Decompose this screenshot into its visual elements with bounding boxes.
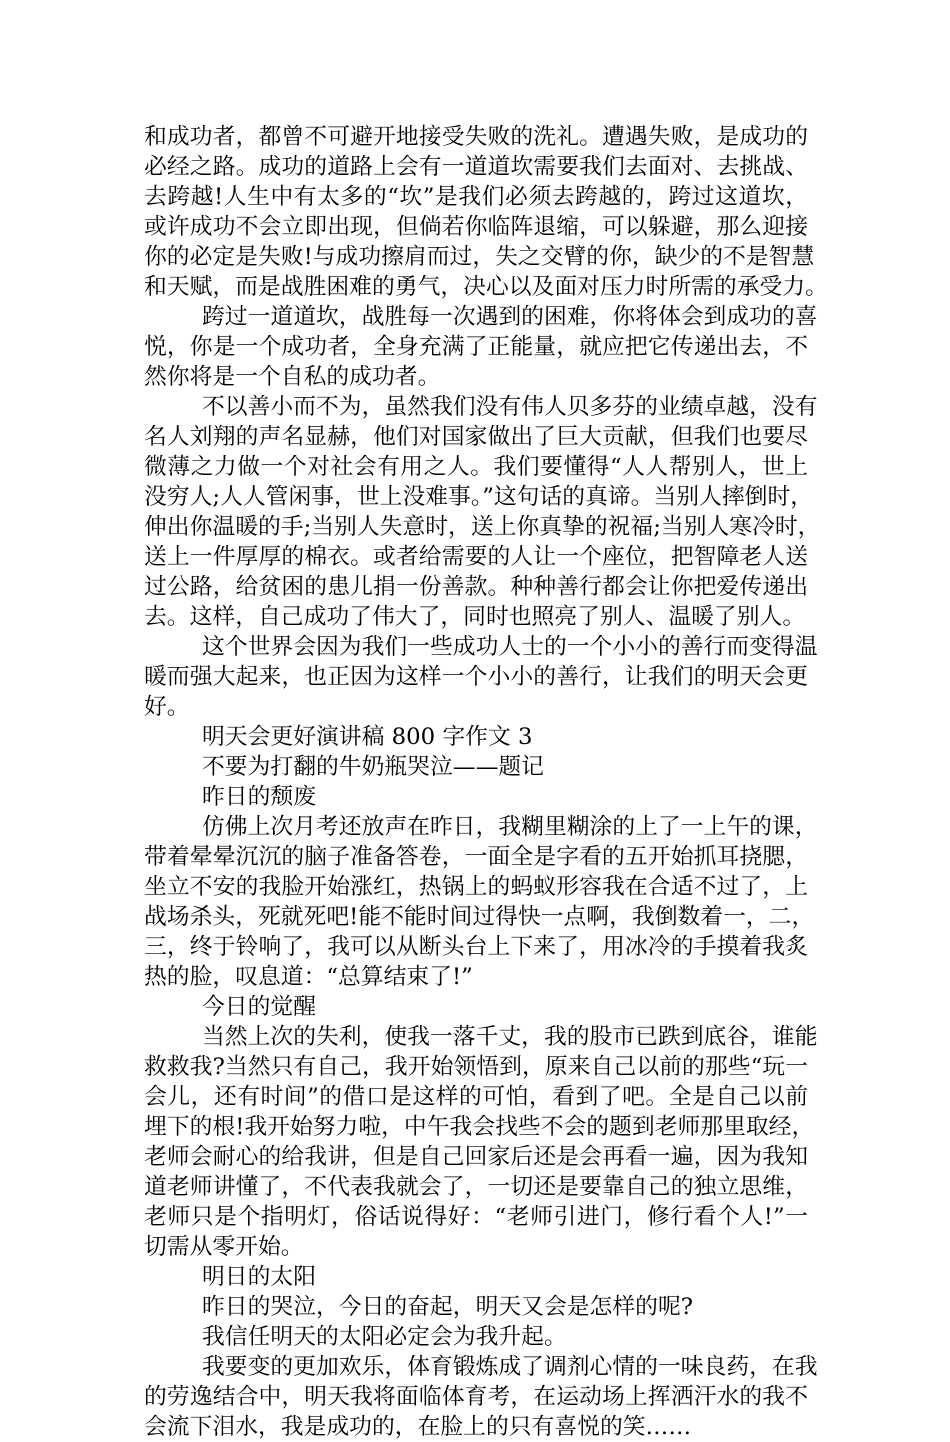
text-line: 救救我?当然只有自己，我开始领悟到，原来自己以前的那些“玩一 bbox=[144, 1054, 808, 1080]
text-line: 的劳逸结合中，明天我将面临体育考，在运动场上挥洒汗水的我不 bbox=[144, 1384, 808, 1410]
text-line: 必经之路。成功的道路上会有一道道坎需要我们去面对、去挑战、 bbox=[144, 154, 808, 180]
paragraph bbox=[144, 392, 821, 632]
text-line: 老师只是个指明灯，俗话说得好：“老师引进门，修行看个人!”一 bbox=[144, 1204, 808, 1230]
text-line: 暖而强大起来，也正因为这样一个小小的善行，让我们的明天会更 bbox=[144, 664, 808, 690]
text-line: 和成功者，都曾不可避开地接受失败的洗礼。遭遇失败，是成功的 bbox=[144, 124, 808, 150]
text-line: 三，终于铃响了，我可以从断头台上下来了，用冰冷的手摸着我炙 bbox=[144, 934, 808, 960]
text-line: 或许成功不会立即出现，但倘若你临阵退缩，可以躲避，那么迎接 bbox=[144, 214, 808, 240]
text-line: 当然上次的失利，使我一落千丈，我的股市已跌到底谷，谁能 bbox=[202, 1024, 818, 1050]
paragraph bbox=[144, 812, 818, 992]
text-line: 去跨越!人生中有太多的“坎”是我们必须去跨越的，跨过这道坎， bbox=[144, 184, 808, 210]
paragraph bbox=[144, 122, 828, 302]
text-line: 名人刘翔的声名显赫，他们对国家做出了巨大贡献，但我们也要尽 bbox=[144, 424, 808, 450]
section-heading: 明天会更好演讲稿 800 字作文 3 bbox=[202, 724, 533, 750]
section-heading: 今日的觉醒 bbox=[202, 994, 316, 1020]
text-line: 热的脸，叹息道：“总算结束了!” bbox=[144, 964, 473, 990]
text-line: 会儿，还有时间”的借口是这样的可怕，看到了吧。全是自己以前 bbox=[144, 1084, 808, 1110]
text-line: 微薄之力做一个对社会有用之人。我们要懂得“人人帮别人，世上 bbox=[144, 454, 808, 480]
text-line: 然你将是一个自私的成功者。 bbox=[144, 364, 441, 390]
text-line: 老师会耐心的给我讲，但是自己回家后还是会再看一遍，因为我知 bbox=[144, 1144, 808, 1170]
text-line: 没穷人;人人管闲事，世上没难事。”这句话的真谛。当别人摔倒时， bbox=[144, 484, 814, 510]
section-heading: 不要为打翻的牛奶瓶哭泣——题记 bbox=[202, 754, 544, 780]
paragraph bbox=[144, 632, 818, 722]
text-line: 带着晕晕沉沉的脑子准备答卷，一面全是字看的五开始抓耳挠腮， bbox=[144, 844, 808, 870]
text-line: 跨过一道道坎，战胜每一次遇到的困难，你将体会到成功的喜 bbox=[202, 304, 818, 330]
text-line: 切需从零开始。 bbox=[144, 1234, 304, 1260]
text-line: 悦，你是一个成功者，全身充满了正能量，就应把它传递出去，不 bbox=[144, 334, 808, 360]
text-line: 埋下的根!我开始努力啦，中午我会找些不会的题到老师那里取经， bbox=[144, 1114, 815, 1140]
paragraph bbox=[144, 1022, 818, 1262]
text-line: 送上一件厚厚的棉衣。或者给需要的人让一个座位，把智障老人送 bbox=[144, 544, 808, 570]
text-line: 和天赋，而是战胜困难的勇气，决心以及面对压力时所需的承受力。 bbox=[144, 274, 828, 300]
section-heading: 昨日的颓废 bbox=[202, 784, 316, 810]
section-heading: 我信任明天的太阳必定会为我升起。 bbox=[202, 1324, 567, 1350]
text-line: 战场杀头，死就死吧!能不能时间过得快一点啊，我倒数着一，二， bbox=[144, 904, 815, 930]
text-line: 会流下泪水，我是成功的，在脸上的只有喜悦的笑…… bbox=[144, 1414, 692, 1440]
paragraph bbox=[144, 302, 818, 392]
section-heading: 明日的太阳 bbox=[202, 1264, 316, 1290]
text-line: 去。这样，自己成功了伟大了，同时也照亮了别人、温暖了别人。 bbox=[144, 604, 806, 630]
text-line: 这个世界会因为我们一些成功人士的一个小小的善行而变得温 bbox=[202, 634, 818, 660]
text-line: 你的必定是失败!与成功擦肩而过，失之交臂的你，缺少的不是智慧 bbox=[144, 244, 815, 270]
document-page bbox=[144, 122, 828, 1442]
text-line: 好。 bbox=[144, 694, 190, 720]
text-line: 伸出你温暖的手;当别人失意时，送上你真挚的祝福;当别人寒冷时， bbox=[144, 514, 821, 540]
text-line: 坐立不安的我脸开始涨红，热锅上的蚂蚁形容我在合适不过了，上 bbox=[144, 874, 808, 900]
section-heading: 昨日的哭泣，今日的奋起，明天又会是怎样的呢? bbox=[202, 1294, 693, 1320]
paragraph bbox=[144, 1352, 818, 1442]
text-line: 我要变的更加欢乐，体育锻炼成了调剂心情的一味良药，在我 bbox=[202, 1354, 818, 1380]
text-line: 道老师讲懂了，不代表我就会了，一切还是要靠自己的独立思维， bbox=[144, 1174, 808, 1200]
text-line: 过公路，给贫困的患儿捐一份善款。种种善行都会让你把爱传递出 bbox=[144, 574, 808, 600]
text-line: 不以善小而不为，虽然我们没有伟人贝多芬的业绩卓越，没有 bbox=[202, 394, 818, 420]
text-line: 仿佛上次月考还放声在昨日，我糊里糊涂的上了一上午的课， bbox=[202, 814, 818, 840]
